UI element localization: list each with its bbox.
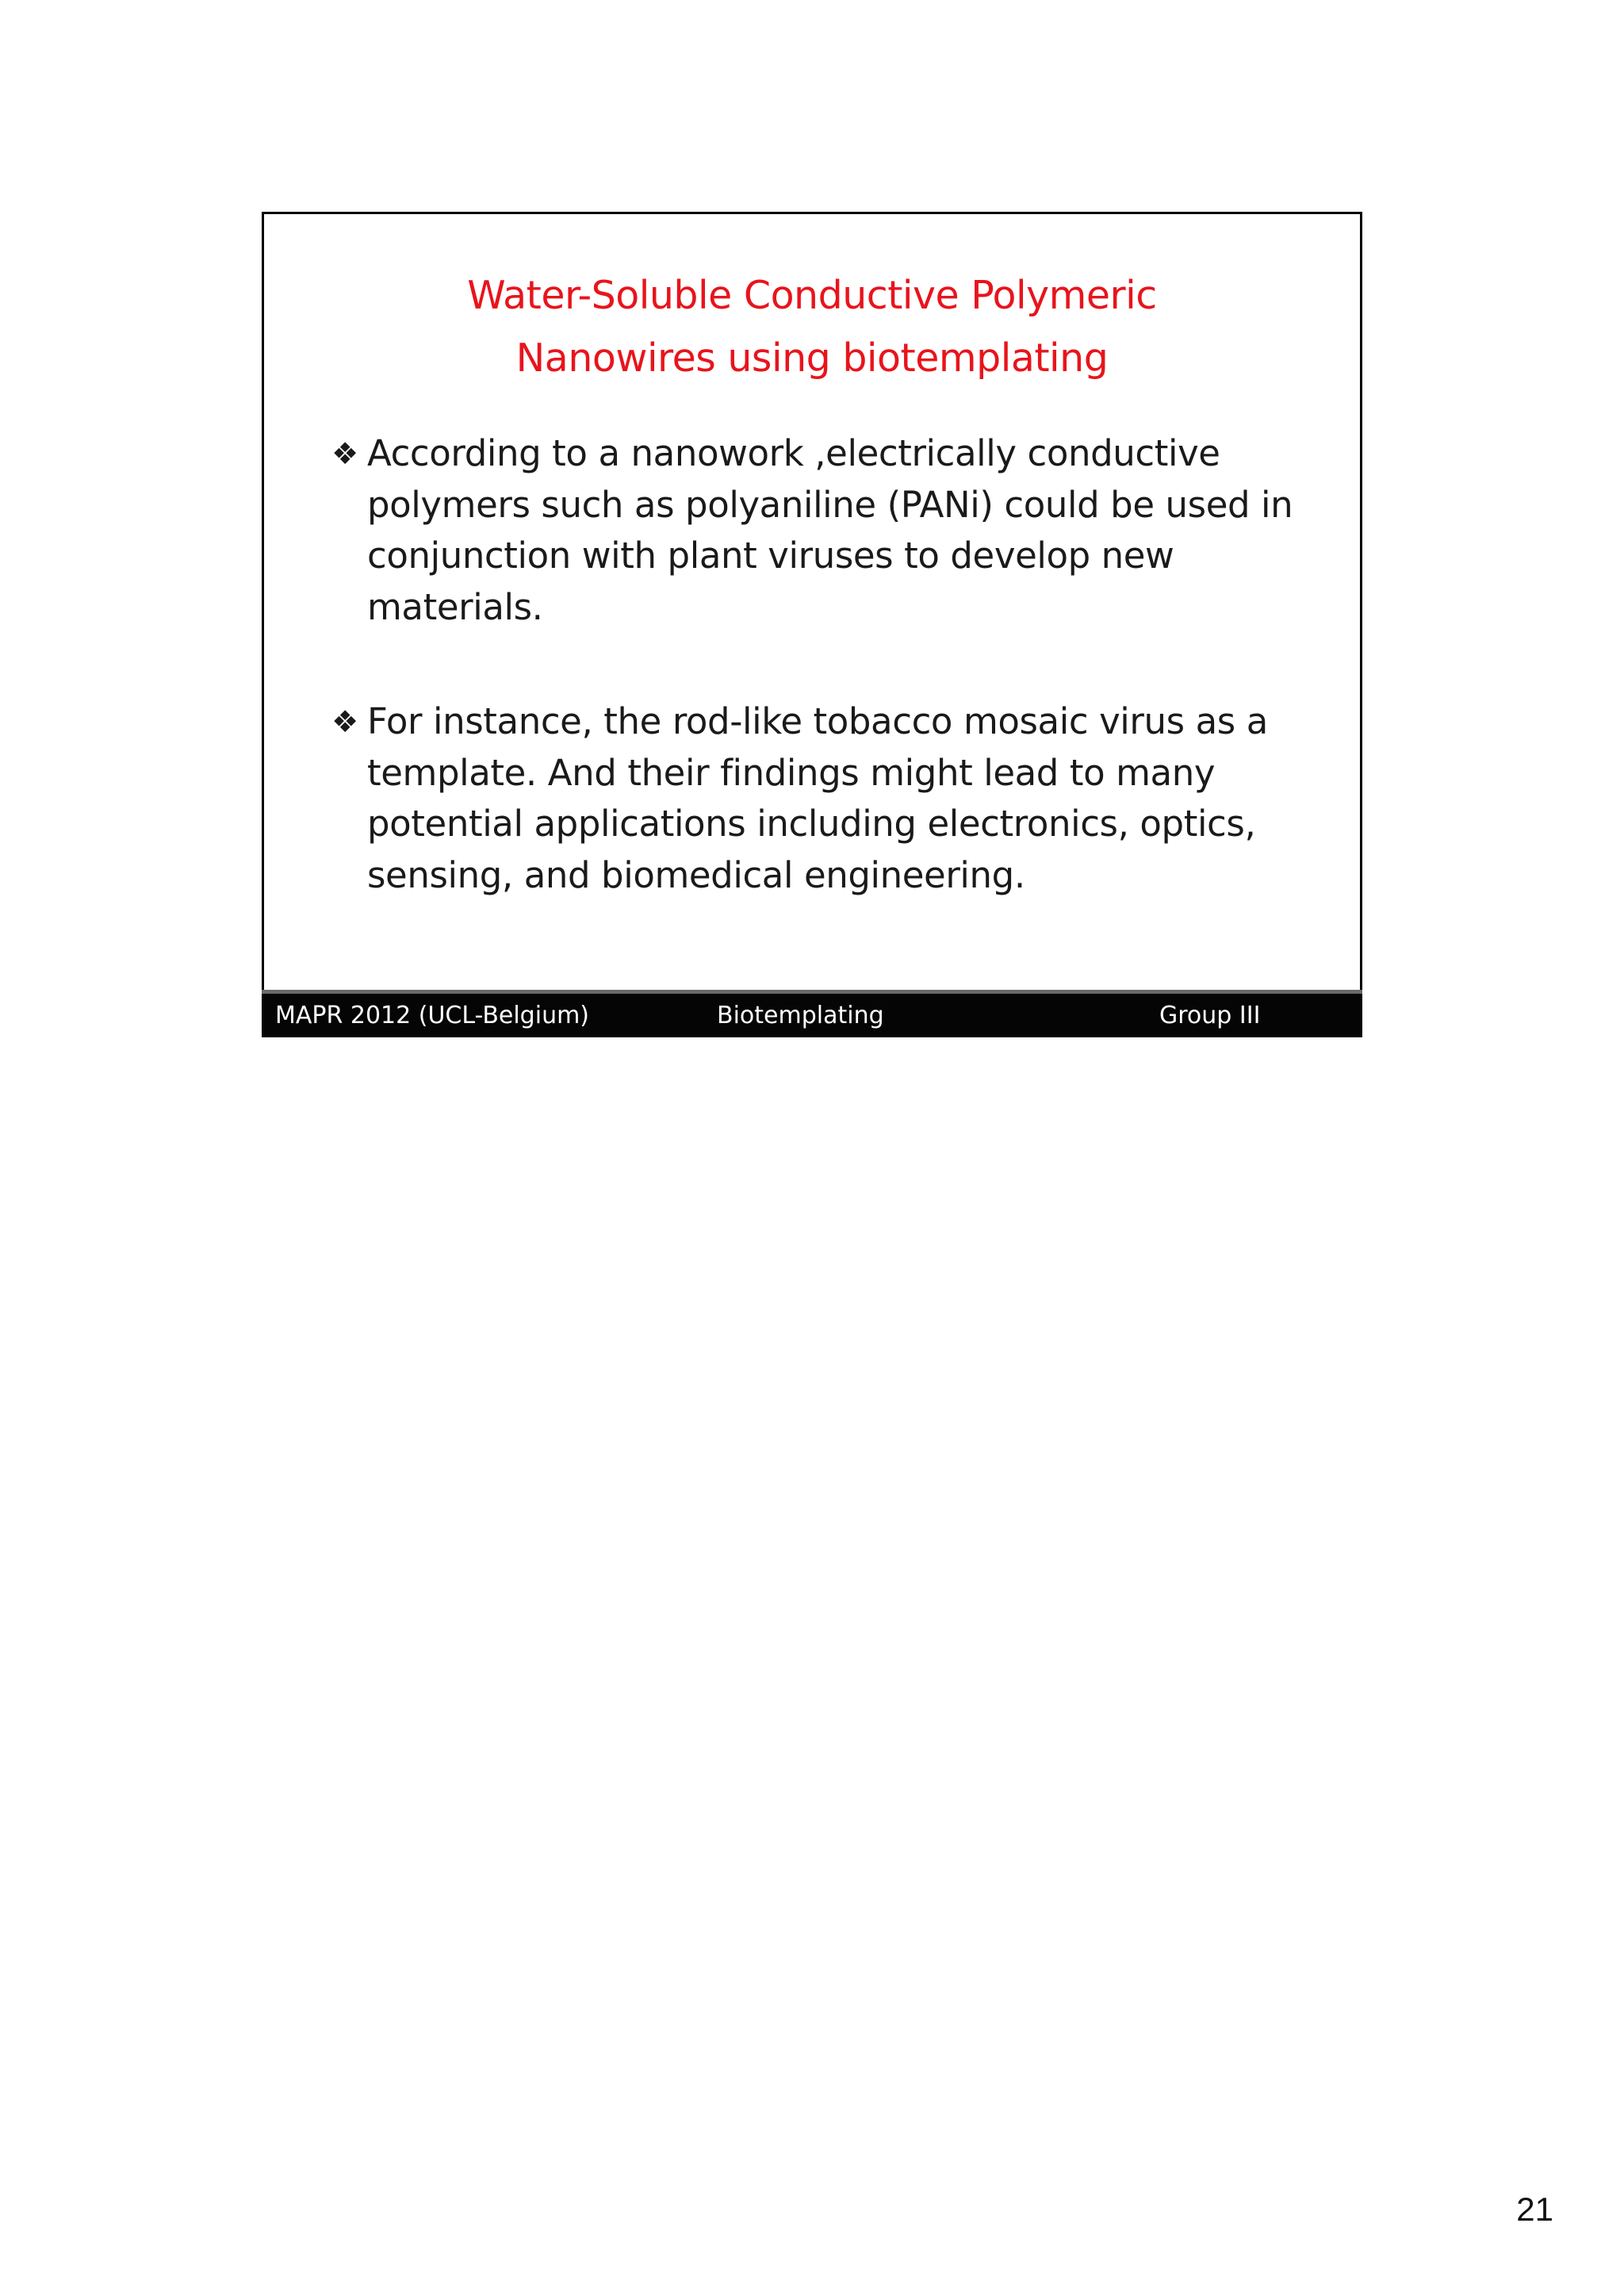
slide-title-line-2: Nanowires using biotemplating bbox=[515, 335, 1109, 381]
bullet-2-line-3: potential applications including electronics, optics, bbox=[367, 803, 1256, 845]
page-number: 21 bbox=[1516, 2191, 1553, 2228]
diamond-four-icon: ❖ bbox=[331, 703, 358, 739]
slide-title bbox=[264, 264, 1360, 389]
footer-course-label: MAPR 2012 (UCL-Belgium) bbox=[275, 1002, 590, 1029]
slide-footer bbox=[262, 990, 1362, 1037]
bullet-1-line-4: materials. bbox=[367, 585, 543, 628]
bullet-1-line-1: According to a nanowork ,electrically conductive bbox=[367, 432, 1220, 474]
footer-group-label: Group III bbox=[1159, 1002, 1261, 1029]
diamond-four-icon: ❖ bbox=[331, 435, 358, 471]
bullet-1-line-2: polymers such as polyaniline (PANi) could be used in bbox=[367, 483, 1293, 526]
bullet-item-2 bbox=[326, 696, 1325, 901]
footer-topic-label: Biotemplating bbox=[717, 1002, 884, 1029]
bullet-item-1 bbox=[326, 428, 1325, 633]
slide bbox=[262, 212, 1362, 1037]
bullet-list bbox=[326, 428, 1325, 901]
bullet-1-line-3: conjunction with plant viruses to develop new bbox=[367, 535, 1174, 577]
slide-title-line-1: Water-Soluble Conductive Polymeric bbox=[467, 273, 1157, 318]
bullet-2-line-4: sensing, and biomedical engineering. bbox=[367, 853, 1025, 896]
bullet-2-line-2: template. And their findings might lead to many bbox=[367, 751, 1216, 794]
bullet-2-line-1: For instance, the rod-like tobacco mosaic virus as a bbox=[367, 700, 1268, 742]
